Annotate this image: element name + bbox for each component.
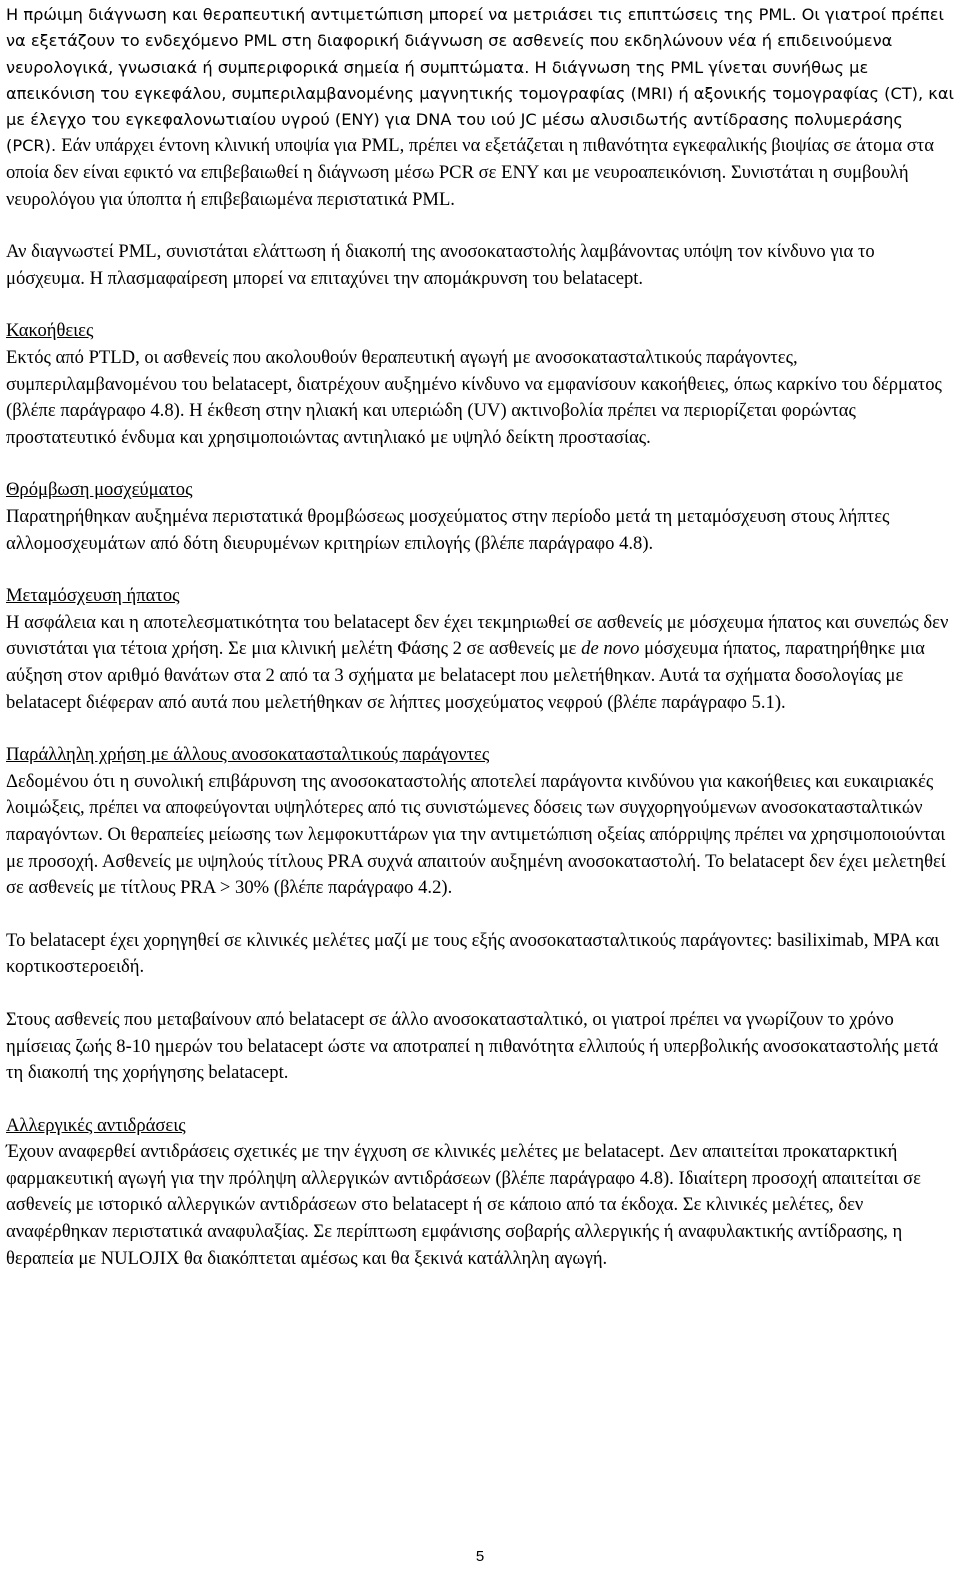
section-heading: Μεταμόσχευση ήπατος (6, 585, 180, 607)
section-body: Παρατηρήθηκαν αυξημένα περιστατικά θρομβώσεως μοσχεύματος στην περίοδο μετά τη μεταμόσχευση στους λήπτες αλλομοσχευμάτων από δότη διευρυμένων κριτηρίων επιλογής (βλέπε παράγραφο 4.8). (6, 506, 890, 554)
section-heading: Παράλληλη χρήση με άλλους ανοσοκατασταλτικούς παράγοντες (6, 744, 490, 766)
liver-body-part1: Η ασφάλεια και η αποτελεσματικότητα του belatacept δεν έχει τεκμηριωθεί σε ασθενείς με μόσχευμα ήπατος και συνεπώς δεν συνιστάται για τέτοια χρήση. Σε μια κλινική μελέτη Φάσης 2 σε ασθενείς με (6, 611, 949, 660)
spacer (6, 451, 954, 477)
spacer (6, 981, 954, 1007)
spacer (6, 292, 954, 318)
section-body: Δεδομένου ότι η συνολική επιβάρυνση της ανοσοκαταστολής αποτελεί παράγοντα κινδύνου για κακοήθειες και ευκαιριακές λοιμώξεις, πρέπει να αποφεύγονται υψηλότερες από τις συνιστώμενες δόσεις των συγχορηγούμενων ανοσοκατασταλτικών παραγόντων. Οι θεραπείες μείωσης των λεμφοκυττάρων για την αντιμετώπιση οξείας απόρριψης πρέπει να χρησιμοποιούνται με προσοχή. Ασθενείς με υψηλούς τίτλους PRA συχνά απαιτούν αυξημένη ανοσοκαταστολή. Το belatacept δεν έχει μελετηθεί σε ασθενείς με τίτλους PRA > 30% (βλέπε παράγραφο 4.2). (6, 770, 946, 899)
liver-body-italic: de novo (581, 638, 640, 660)
pml-diagnosis-text: Η πρώιμη διάγνωση και θεραπευτική αντιμετώπιση μπορεί να μετριάσει τις επιπτώσεις της PML. Οι γιατροί πρέπει να εξετάζουν το ενδεχόμενο PML στη διαφορική διάγνωση σε ασθενείς που εκδηλώνουν νέα ή επιδεινούμενα νευρολογικά, γνωσιακά ή συμπεριφορικά σημεία ή συμπτώματα. Η διάγνωση της PML γίνεται συνήθως με απεικόνιση του εγκεφάλου, συμπεριλαμβανομένης μαγνητικής τομογραφίας (MRI) ή αξονικής τομογραφίας (CT), και με έλεγχο του εγκεφαλονωτιαίου υγρού (ΕΝΥ) για DNA του ιού JC μέσω αλυσιδωτής αντίδρασης πολυμεράσης (PCR). (6, 5, 954, 156)
pml-diagnosis-paragraph (6, 2, 954, 213)
spacer (6, 902, 954, 928)
spacer (6, 1087, 954, 1113)
document-page (6, 0, 954, 1574)
liver-body-part2: μόσχευμα ήπατος, παρατηρήθηκε μια αύξηση στον αριθμό θανάτων στα 2 από τα 3 σχήματα με belatacept που μελετήθηκαν. Αυτά τα σχήματα δοσολογίας με belatacept διέφεραν από αυτά που μελετήθηκαν σε λήπτες μοσχεύματος νεφρού (βλέπε παράγραφο 5.1). (6, 638, 925, 713)
section-body-3: Στους ασθενείς που μεταβαίνουν από belatacept σε άλλο ανοσοκατασταλτικό, οι γιατροί πρέπει να γνωρίζουν το χρόνο ημίσειας ζωής 8-10 ημερών του belatacept ώστε να αποτραπεί η πιθανότητα ελλιπούς ή υπερβολικής ανοσοκαταστολής μετά τη διακοπή της χορήγησης belatacept. (6, 1008, 939, 1084)
section-malignancies (6, 318, 954, 451)
section-liver-transplant (6, 583, 954, 716)
spacer (6, 716, 954, 742)
section-body: Έχουν αναφερθεί αντιδράσεις σχετικές με την έγχυση σε κλινικές μελέτες με belatacept. Δεν απαιτείται προκαταρκτική φαρμακευτική αγωγή για την πρόληψη αλλεργικών αντιδράσεων (βλέπε παράγραφο 4.8). Ιδιαίτερη προσοχή απαιτείται σε ασθενείς με ιστορικό αλλεργικών αντιδράσεων στο belatacept ή σε κάποιο από τα έκδοχα. Σε κλινικές μελέτες, δεν αναφέρθηκαν περιστατικά αναφυλαξίας. Σε περίπτωση εμφάνισης σοβαρής αλλεργικής ή αναφυλακτικής αντίδρασης, η θεραπεία με NULOJIX θα διακόπτεται αμέσως και θα ξεκινά κατάλληλη αγωγή. (6, 1141, 921, 1269)
pml-intro (6, 2, 954, 213)
section-heading: Αλλεργικές αντιδράσεις (6, 1114, 186, 1136)
section-heading: Θρόμβωση μοσχεύματος (6, 479, 193, 501)
spacer (6, 213, 954, 239)
pml-biopsy-text: Εάν υπάρχει έντονη κλινική υποψία για PML, πρέπει να εξετάζεται η πιθανότητα εγκεφαλικής βιοψίας σε άτομα στα οποία δεν είναι εφικτό να επιβεβαιωθεί η διάγνωση μέσω PCR σε ΕΝΥ και με νευροαπεικόνιση. Συνιστάται η συμβουλή νευρολόγου για ύποπτα ή επιβεβαιωμένα περιστατικά PML. (6, 135, 934, 210)
section-graft-thrombosis (6, 477, 954, 557)
section-body-2: Το belatacept έχει χορηγηθεί σε κλινικές μελέτες μαζί με τους εξής ανοσοκατασταλτικούς παράγοντες: basiliximab, MPA και κορτικοστεροειδή. (6, 929, 940, 978)
section-body (6, 610, 954, 716)
pml-management-paragraph: Αν διαγνωστεί PML, συνιστάται ελάττωση ή διακοπή της ανοσοκαταστολής λαμβάνοντας υπόψη τον κίνδυνο για το μόσχευμα. Η πλασμαφαίρεση μπορεί να επιταχύνει την απομάκρυνση του belatacept. (6, 241, 875, 289)
section-body: Εκτός από PTLD, οι ασθενείς που ακολουθούν θεραπευτική αγωγή με ανοσοκατασταλτικούς παράγοντες, συμπεριλαμβανομένου του belatacept, διατρέχουν αυξημένο κίνδυνο να εμφανίσουν κακοήθειες, όπως καρκίνο του δέρματος (βλέπε παράγραφο 4.8). Η έκθεση στην ηλιακή και υπεριώδη (UV) ακτινοβολία πρέπει να περιορίζεται φορώντας προστατευτικό ένδυμα και χρησιμοποιώντας αντιηλιακό με υψηλό δείκτη προστασίας. (6, 347, 942, 448)
page-number: 5 (475, 1548, 485, 1565)
spacer (6, 557, 954, 583)
section-heading: Κακοήθειες (6, 320, 94, 342)
section-concomitant-use (6, 742, 954, 1087)
section-allergic-reactions (6, 1113, 954, 1273)
